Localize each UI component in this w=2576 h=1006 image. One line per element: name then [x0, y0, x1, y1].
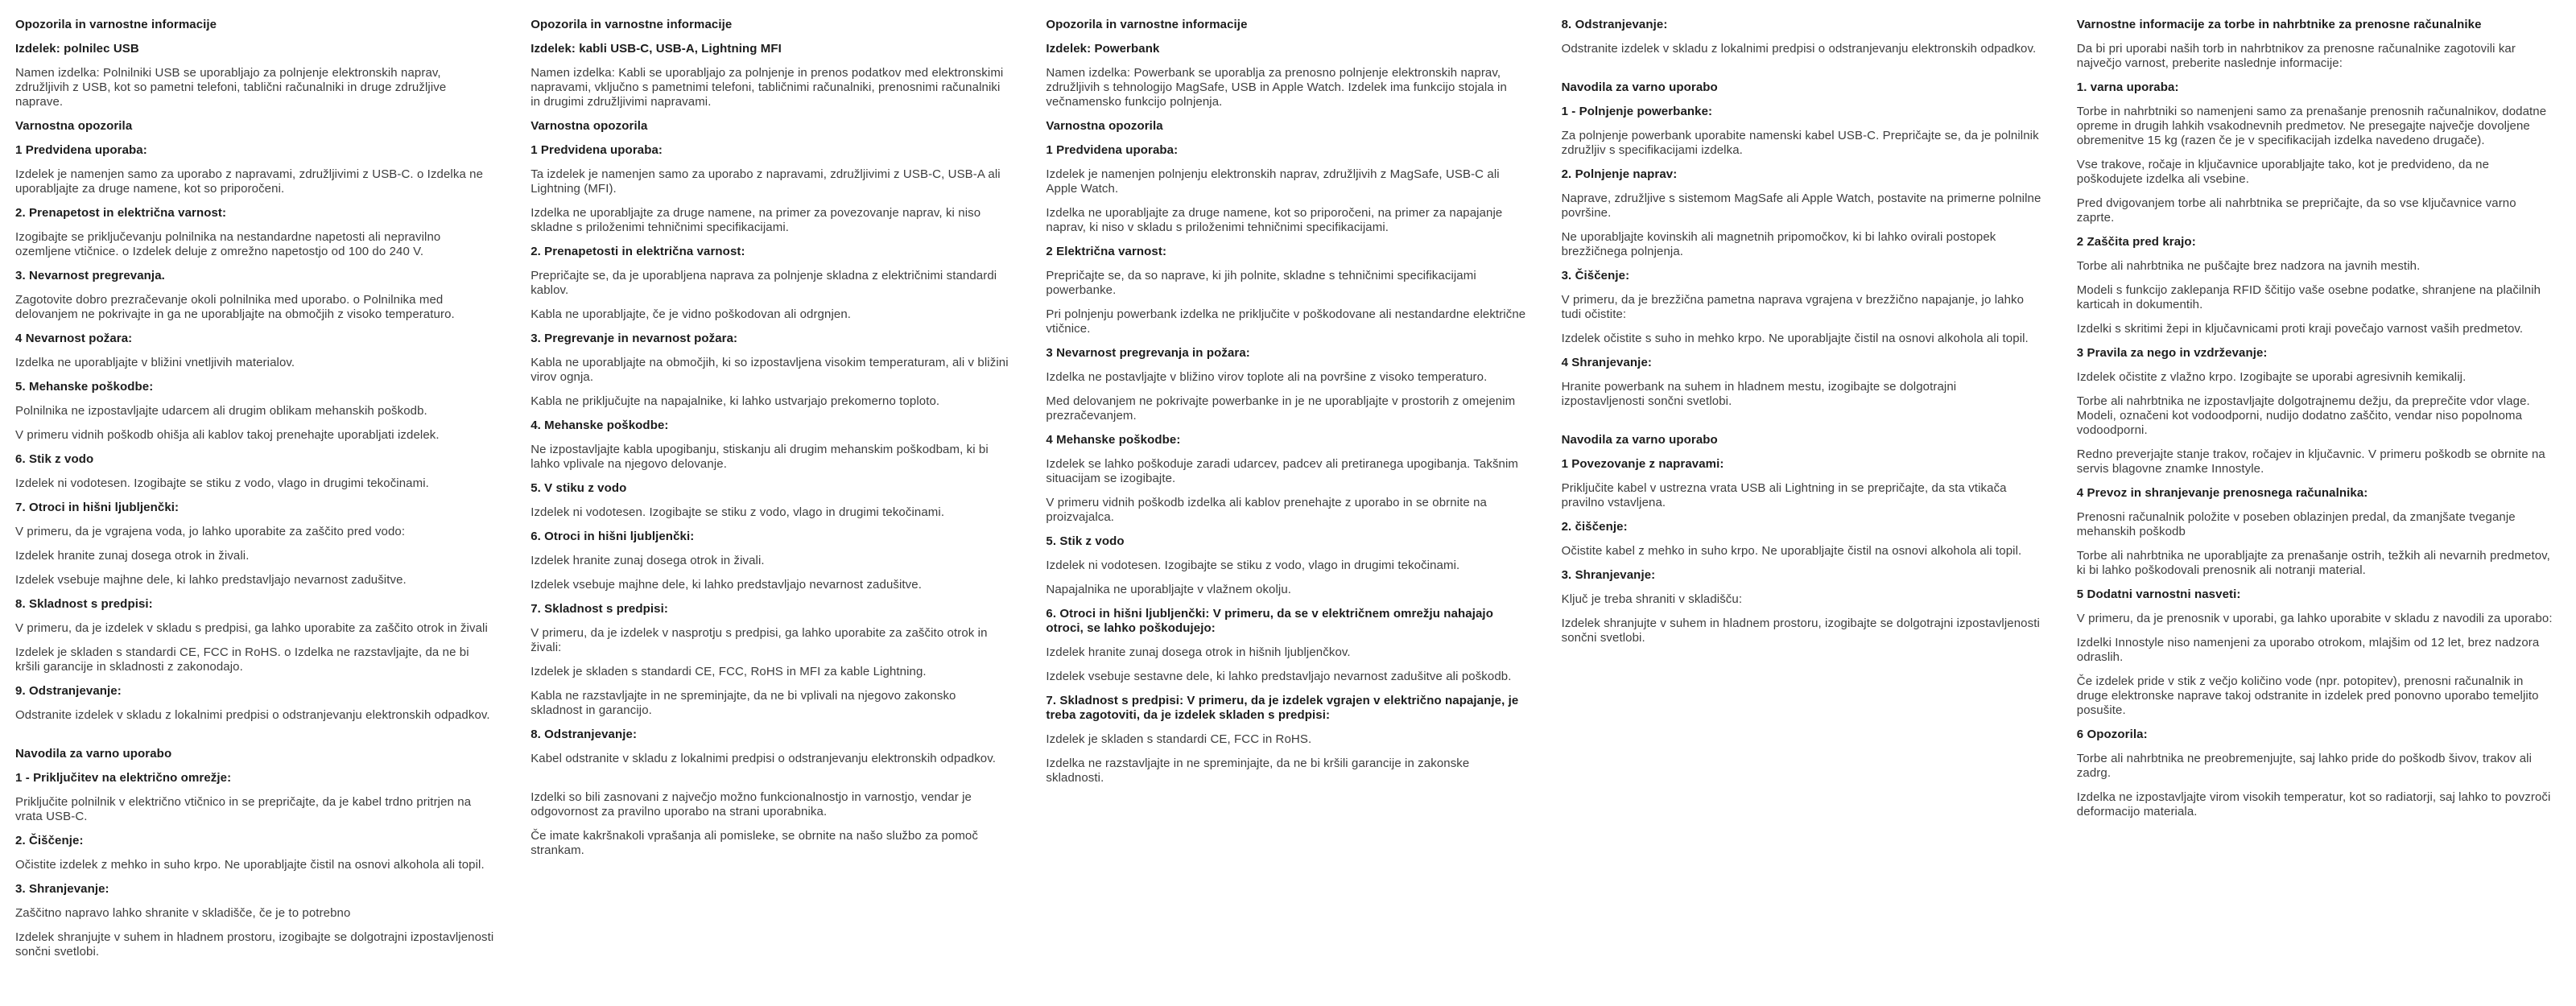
paragraph: Izdelek je namenjen polnjenju elektronskih naprav, združljivih z MagSafe, USB-C ali Apple Watch. [1046, 167, 1500, 196]
paragraph: Izdelka ne uporabljajte v bližini vnetljivih materialov. [15, 356, 295, 369]
section-heading: Opozorila in varnostne informacije [1046, 18, 1248, 31]
section-heading: 2 Zaščita pred krajo: [2076, 235, 2196, 249]
paragraph: Izdelek je skladen s standardi CE, FCC in RoHS. [1046, 732, 1312, 746]
section-heading: 1 Predvidena uporaba: [530, 143, 663, 157]
paragraph: Izdelka ne izpostavljajte virom visokih temperatur, kot so radiatorji, saj lahko to povzroči deformacijo materiala. [2076, 790, 2551, 818]
section-heading: 3. Shranjevanje: [15, 882, 109, 896]
section-heading: 6. Otroci in hišni ljubljenčki: V primeru, da se v električnem omrežju nahajajo otroci, se lahko poškodujejo: [1046, 607, 1493, 635]
section-heading: 6. Otroci in hišni ljubljenčki: [530, 530, 695, 543]
section-heading: 3. Čiščenje: [1561, 269, 1630, 282]
paragraph: Priključite polnilnik v električno vtičnico in se prepričajte, da je kabel trdno pritrjen na vrata USB-C. [15, 795, 472, 823]
section-heading: 2. Polnjenje naprav: [1561, 167, 1678, 181]
paragraph: V primeru, da je izdelek v nasprotju s predpisi, ga lahko uporabite za zaščito otrok in živali: [530, 626, 988, 654]
paragraph: V primeru, da je brezžična pametna naprava vgrajena v brezžično napajanje, jo lahko tudi očistite: [1561, 293, 2025, 321]
section-heading: 3. Pregrevanje in nevarnost požara: [530, 332, 738, 345]
section-heading: 8. Odstranjevanje: [1561, 18, 1668, 31]
section-heading: Varnostna opozorila [1046, 119, 1163, 133]
paragraph: Torbe ali nahrbtnika ne puščajte brez nadzora na javnih mestih. [2076, 259, 2421, 273]
paragraph: Torbe ali nahrbtnika ne uporabljajte za prenašanje ostrih, težkih ali nevarnih predmetov, ki bi lahko poškodovali prenosnik ali notranji material. [2076, 549, 2550, 577]
section-heading: 5 Dodatni varnostni nasveti: [2076, 588, 2241, 601]
paragraph: Izdelek vsebuje majhne dele, ki lahko predstavljajo nevarnost zadušitve. [15, 573, 407, 587]
paragraph: Modeli s funkcijo zaklepanja RFID ščitijo vaše osebne podatke, shranjene na plačilnih karticah in dokumentih. [2076, 283, 2541, 311]
paragraph: Izdelek ni vodotesen. Izogibajte se stiku z vodo, vlago in drugimi tekočinami. [1046, 559, 1460, 572]
column-usb-charger [15, 18, 495, 1006]
column-laptop-bags [2077, 18, 2557, 1006]
paragraph: Da bi pri uporabi naših torb in nahrbtnikov za prenosne računalnike zagotovili kar največjo varnost, preberite naslednje informacije: [2076, 42, 2516, 70]
section-heading: 5. Mehanske poškodbe: [15, 380, 154, 394]
section-heading: 3 Nevarnost pregrevanja in požara: [1046, 346, 1250, 360]
section-heading: Navodila za varno uporabo [15, 747, 172, 761]
section-heading: 4. Mehanske poškodbe: [530, 418, 669, 432]
paragraph: V primeru, da je izdelek v skladu s predpisi, ga lahko uporabite za zaščito otrok in živali [15, 621, 488, 635]
paragraph: Izdelek vsebuje majhne dele, ki lahko predstavljajo nevarnost zadušitve. [530, 578, 922, 592]
paragraph: Kabla ne uporabljajte, če je vidno poškodovan ali odrgnjen. [530, 307, 852, 321]
paragraph: Izdelek ni vodotesen. Izogibajte se stiku z vodo, vlago in drugimi tekočinami. [530, 505, 945, 519]
section-heading: 2. čiščenje: [1561, 520, 1628, 534]
column-cables [530, 18, 1010, 1006]
paragraph: Izdelka ne uporabljajte za druge namene, na primer za povezovanje naprav, ki niso skladne s priloženimi tehničnimi specifikacijami. [530, 206, 981, 234]
paragraph: Izdelek je skladen s standardi CE, FCC in RoHS. o Izdelka ne razstavljajte, da ne bi kršili garancije in skladnosti z zakonodajo. [15, 645, 469, 674]
paragraph: Priključite kabel v ustrezna vrata USB ali Lightning in se prepričajte, da sta vtikača pravilno vstavljena. [1561, 481, 2007, 509]
section-heading: Opozorila in varnostne informacije [530, 18, 733, 31]
paragraph: Če izdelek pride v stik z večjo količino vode (npr. potopitev), prenosni računalnik in druge elektronske naprave takoj odstranite in izdelek pred ponovno uporabo temeljito posušite. [2076, 674, 2539, 717]
paragraph: Izdelek shranjujte v suhem in hladnem prostoru, izogibajte se dolgotrajni izpostavljenosti sončni svetlobi. [1561, 616, 2040, 645]
section-heading: 8. Odstranjevanje: [530, 728, 638, 741]
paragraph: Kabla ne uporabljajte na območjih, ki so izpostavljena visokim temperaturam, ali v bližini virov ognja. [530, 356, 1009, 384]
section-heading: 9. Odstranjevanje: [15, 684, 122, 698]
section-heading: 1 Povezovanje z napravami: [1561, 457, 1724, 471]
paragraph: Torbe ali nahrbtnika ne preobremenjujte, saj lahko pride do poškodb šivov, trakov ali zadrg. [2076, 752, 2533, 780]
paragraph: Polnilnika ne izpostavljajte udarcem ali drugim oblikam mehanskih poškodb. [15, 404, 427, 418]
paragraph: Izdelek hranite zunaj dosega otrok in hišnih ljubljenčkov. [1046, 645, 1351, 659]
paragraph: Izogibajte se priključevanju polnilnika na nestandardne napetosti ali nepravilno ozemljene vtičnice. o Izdelek deluje z omrežno napetostjo od 100 do 240 V. [15, 230, 441, 258]
section-heading: 3. Shranjevanje: [1561, 568, 1656, 582]
paragraph: Izdelki so bili zasnovani z največjo možno funkcionalnostjo in varnostjo, vendar je odgovornost za pravilno uporabo na strani uporabnika. [530, 790, 972, 818]
section-spacer [15, 732, 495, 747]
section-heading: 6 Opozorila: [2076, 728, 2148, 741]
paragraph: Zaščitno napravo lahko shranite v skladišče, če je to potrebno [15, 906, 351, 920]
paragraph: Očistite izdelek z mehko in suho krpo. Ne uporabljajte čistil na osnovi alkohola ali topil. [15, 858, 485, 872]
section-heading: 4 Mehanske poškodbe: [1046, 433, 1181, 447]
paragraph: Hranite powerbank na suhem in hladnem mestu, izogibajte se dolgotrajni izpostavljenosti sončni svetlobi. [1561, 380, 1957, 408]
section-spacer [530, 776, 1010, 790]
paragraph: Naprave, združljive s sistemom MagSafe ali Apple Watch, postavite na primerne polnilne površine. [1561, 192, 2041, 220]
column-powerbank [1046, 18, 1525, 1006]
paragraph: Prenosni računalnik položite v poseben oblazinjen predal, da zmanjšate tveganje mehanskih poškodb [2076, 510, 2516, 538]
paragraph: Odstranite izdelek v skladu z lokalnimi predpisi o odstranjevanju elektronskih odpadkov. [1561, 42, 2037, 56]
paragraph: Kabel odstranite v skladu z lokalnimi predpisi o odstranjevanju elektronskih odpadkov. [530, 752, 996, 765]
section-heading: 2 Električna varnost: [1046, 245, 1167, 258]
paragraph: Če imate kakršnakoli vprašanja ali pomisleke, se obrnite na našo službo za pomoč strankam. [530, 829, 978, 857]
section-heading: Varnostna opozorila [530, 119, 648, 133]
section-heading: 7. Skladnost s predpisi: [530, 602, 668, 616]
paragraph: Redno preverjajte stanje trakov, ročajev in ključavnic. V primeru poškodb se obrnite na servis blagovne znamke Innostyle. [2076, 447, 2545, 476]
section-heading: 5. Stik z vodo [1046, 534, 1125, 548]
paragraph: Ta izdelek je namenjen samo za uporabo z napravami, združljivimi z USB-C, USB-A ali Lightning (MFI). [530, 167, 1001, 196]
section-heading: Varnostna opozorila [15, 119, 133, 133]
paragraph: Med delovanjem ne pokrivajte powerbanke in je ne uporabljajte v prostorih z omejenim prezračevanjem. [1046, 394, 1516, 423]
paragraph: V primeru, da je prenosnik v uporabi, ga lahko uporabite v skladu z navodili za uporabo: [2076, 612, 2553, 625]
paragraph: Izdelek vsebuje sestavne dele, ki lahko predstavljajo nevarnost zadušitve ali poškodb. [1046, 670, 1512, 683]
paragraph: Izdelka ne razstavljajte in ne spreminjajte, da ne bi kršili garancije in zakonske skladnosti. [1046, 757, 1470, 785]
paragraph: Prepričajte se, da je uporabljena naprava za polnjenje skladna z električnimi standardi kablov. [530, 269, 997, 297]
paragraph: Ne uporabljajte kovinskih ali magnetnih pripomočkov, ki bi lahko ovirali postopek brezžičnega polnjenja. [1561, 230, 1996, 258]
paragraph: Izdelek očistite s suho in mehko krpo. Ne uporabljajte čistil na osnovi alkohola ali topil. [1561, 332, 2029, 345]
paragraph: Torbe in nahrbtniki so namenjeni samo za prenašanje prenosnih računalnikov, dodatne opreme in drugih lahkih vsakodnevnih predmetov. Ne presegajte največje dovoljene obremenitve 15 kg (razen če je v specifikacijah izdelka navedeno drugače). [2076, 105, 2547, 147]
section-heading: 2. Prenapetosti in električna varnost: [530, 245, 745, 258]
section-heading: Navodila za varno uporabo [1561, 433, 1718, 447]
paragraph: Izdelki s skritimi žepi in ključavnicami proti kraji povečajo varnost vaših predmetov. [2076, 322, 2524, 336]
section-heading: 7. Skladnost s predpisi: V primeru, da je izdelek vgrajen v električno napajanje, je treba zagotoviti, da je izdelek skladen s predpisi: [1046, 694, 1519, 722]
paragraph: Namen izdelka: Kabli se uporabljajo za polnjenje in prenos podatkov med elektronskimi napravami, vključno s pametnimi telefoni, tabličnimi računalniki, prenosnimi računalniki in drugimi združljivimi napravami. [530, 66, 1004, 109]
section-heading: Izdelek: Powerbank [1046, 42, 1160, 56]
section-heading: Opozorila in varnostne informacije [15, 18, 217, 31]
section-heading: 1. varna uporaba: [2076, 80, 2179, 94]
section-spacer [1562, 66, 2041, 80]
section-heading: Izdelek: polnilec USB [15, 42, 139, 56]
section-heading: 4 Nevarnost požara: [15, 332, 133, 345]
section-heading: 6. Stik z vodo [15, 452, 94, 466]
section-heading: 1 - Priključitev na električno omrežje: [15, 771, 232, 785]
section-heading: 1 Predvidena uporaba: [15, 143, 147, 157]
section-heading: 2. Prenapetost in električna varnost: [15, 206, 227, 220]
paragraph: Izdelka ne uporabljajte za druge namene, kot so priporočeni, na primer za napajanje naprav, ki niso v skladu s priloženimi tehničnimi specifikacijami. [1046, 206, 1503, 234]
section-heading: 8. Skladnost s predpisi: [15, 597, 153, 611]
paragraph: V primeru vidnih poškodb izdelka ali kablov prenehajte z uporabo in se obrnite na proizvajalca. [1046, 496, 1487, 524]
paragraph: Izdelek je namenjen samo za uporabo z napravami, združljivimi z USB-C. o Izdelka ne uporabljajte za druge namene, kot so priporočeni. [15, 167, 484, 196]
section-heading: 4 Shranjevanje: [1561, 356, 1652, 369]
paragraph: Izdelek hranite zunaj dosega otrok in živali. [15, 549, 250, 563]
paragraph: Vse trakove, ročaje in ključavnice uporabljajte tako, kot je predvideno, da ne poškodujete izdelka ali vsebine. [2076, 158, 2490, 186]
section-heading: 3 Pravila za nego in vzdrževanje: [2076, 346, 2268, 360]
paragraph: Izdelek hranite zunaj dosega otrok in živali. [530, 554, 765, 567]
paragraph: Izdelek ni vodotesen. Izogibajte se stiku z vodo, vlago in drugimi tekočinami. [15, 476, 429, 490]
paragraph: Namen izdelka: Polnilniki USB se uporabljajo za polnjenje elektronskih naprav, združljivih z USB, kot so pametni telefoni, tablični računalniki in druge združljive naprave. [15, 66, 447, 109]
paragraph: Izdelka ne postavljajte v bližino virov toplote ali na površine z visoko temperaturo. [1046, 370, 1488, 384]
paragraph: Izdelek shranjujte v suhem in hladnem prostoru, izogibajte se dolgotrajni izpostavljenosti sončni svetlobi. [15, 930, 494, 959]
section-heading: 4 Prevoz in shranjevanje prenosnega računalnika: [2076, 486, 2368, 500]
paragraph: Očistite kabel z mehko in suho krpo. Ne uporabljajte čistil na osnovi alkohola ali topil. [1561, 544, 2022, 558]
paragraph: Zagotovite dobro prezračevanje okoli polnilnika med uporabo. o Polnilnika med delovanjem ne pokrivajte in ga ne uporabljajte na območjih z visoko temperaturo. [15, 293, 455, 321]
column-powerbank-usage [1562, 18, 2041, 1006]
section-heading: 5. V stiku z vodo [530, 481, 627, 495]
paragraph: Kabla ne priključujte na napajalnike, ki lahko ustvarjajo prekomerno toploto. [530, 394, 940, 408]
paragraph: V primeru vidnih poškodb ohišja ali kablov takoj prenehajte uporabljati izdelek. [15, 428, 440, 442]
paragraph: Izdelek je skladen s standardi CE, FCC, RoHS in MFI za kable Lightning. [530, 665, 927, 678]
section-heading: 7. Otroci in hišni ljubljenčki: [15, 501, 180, 514]
paragraph: Kabla ne razstavljajte in ne spreminjajte, da ne bi vplivali na njegovo zakonsko skladnost in garancijo. [530, 689, 956, 717]
paragraph: Napajalnika ne uporabljajte v vlažnem okolju. [1046, 583, 1292, 596]
section-heading: Izdelek: kabli USB-C, USB-A, Lightning MFI [530, 42, 782, 56]
section-spacer [1562, 418, 2041, 433]
section-heading: Varnostne informacije za torbe in nahrbtnike za prenosne računalnike [2076, 18, 2482, 31]
section-heading: 1 Predvidena uporaba: [1046, 143, 1179, 157]
paragraph: Za polnjenje powerbank uporabite namenski kabel USB-C. Prepričajte se, da je polnilnik združljiv s specifikacijami izdelka. [1561, 129, 2039, 157]
paragraph: Pred dvigovanjem torbe ali nahrbtnika se prepričajte, da so vse ključavnice varno zaprte. [2076, 196, 2516, 225]
paragraph: Prepričajte se, da so naprave, ki jih polnite, skladne s tehničnimi specifikacijami powerbanke. [1046, 269, 1476, 297]
paragraph: Pri polnjenju powerbank izdelka ne priključite v poškodovane ali nestandardne električne vtičnice. [1046, 307, 1526, 336]
paragraph: Namen izdelka: Powerbank se uporablja za prenosno polnjenje elektronskih naprav, združljivih s tehnologijo MagSafe, USB in Apple Watch. Izdelek ima funkcijo stojala in večnamensko funkcijo polnjenja. [1046, 66, 1507, 109]
section-heading: 3. Nevarnost pregrevanja. [15, 269, 165, 282]
paragraph: Ne izpostavljajte kabla upogibanju, stiskanju ali drugim mehanskim poškodbam, ki bi lahko vplivale na njegovo delovanje. [530, 443, 989, 471]
paragraph: Izdelki Innostyle niso namenjeni za uporabo otrokom, mlajšim od 12 let, brez nadzora odraslih. [2076, 636, 2540, 664]
paragraph: Odstranite izdelek v skladu z lokalnimi predpisi o odstranjevanju elektronskih odpadkov. [15, 708, 490, 722]
section-heading: Navodila za varno uporabo [1561, 80, 1718, 94]
paragraph: V primeru, da je vgrajena voda, jo lahko uporabite za zaščito pred vodo: [15, 525, 406, 538]
paragraph: Ključ je treba shraniti v skladišču: [1561, 592, 1743, 606]
paragraph: Izdelek se lahko poškoduje zaradi udarcev, padcev ali pretiranega upogibanja. Takšnim situacijam se izogibajte. [1046, 457, 1519, 485]
section-heading: 1 - Polnjenje powerbanke: [1561, 105, 1713, 118]
section-heading: 2. Čiščenje: [15, 834, 84, 847]
paragraph: Izdelek očistite z vlažno krpo. Izogibajte se uporabi agresivnih kemikalij. [2076, 370, 2467, 384]
paragraph: Torbe ali nahrbtnika ne izpostavljajte dolgotrajnemu dežju, da preprečite vdor vlage. Modeli, označeni kot vodoodporni, nudijo dodatno zaščito, vendar niso popolnoma vodoodporni. [2076, 394, 2530, 437]
